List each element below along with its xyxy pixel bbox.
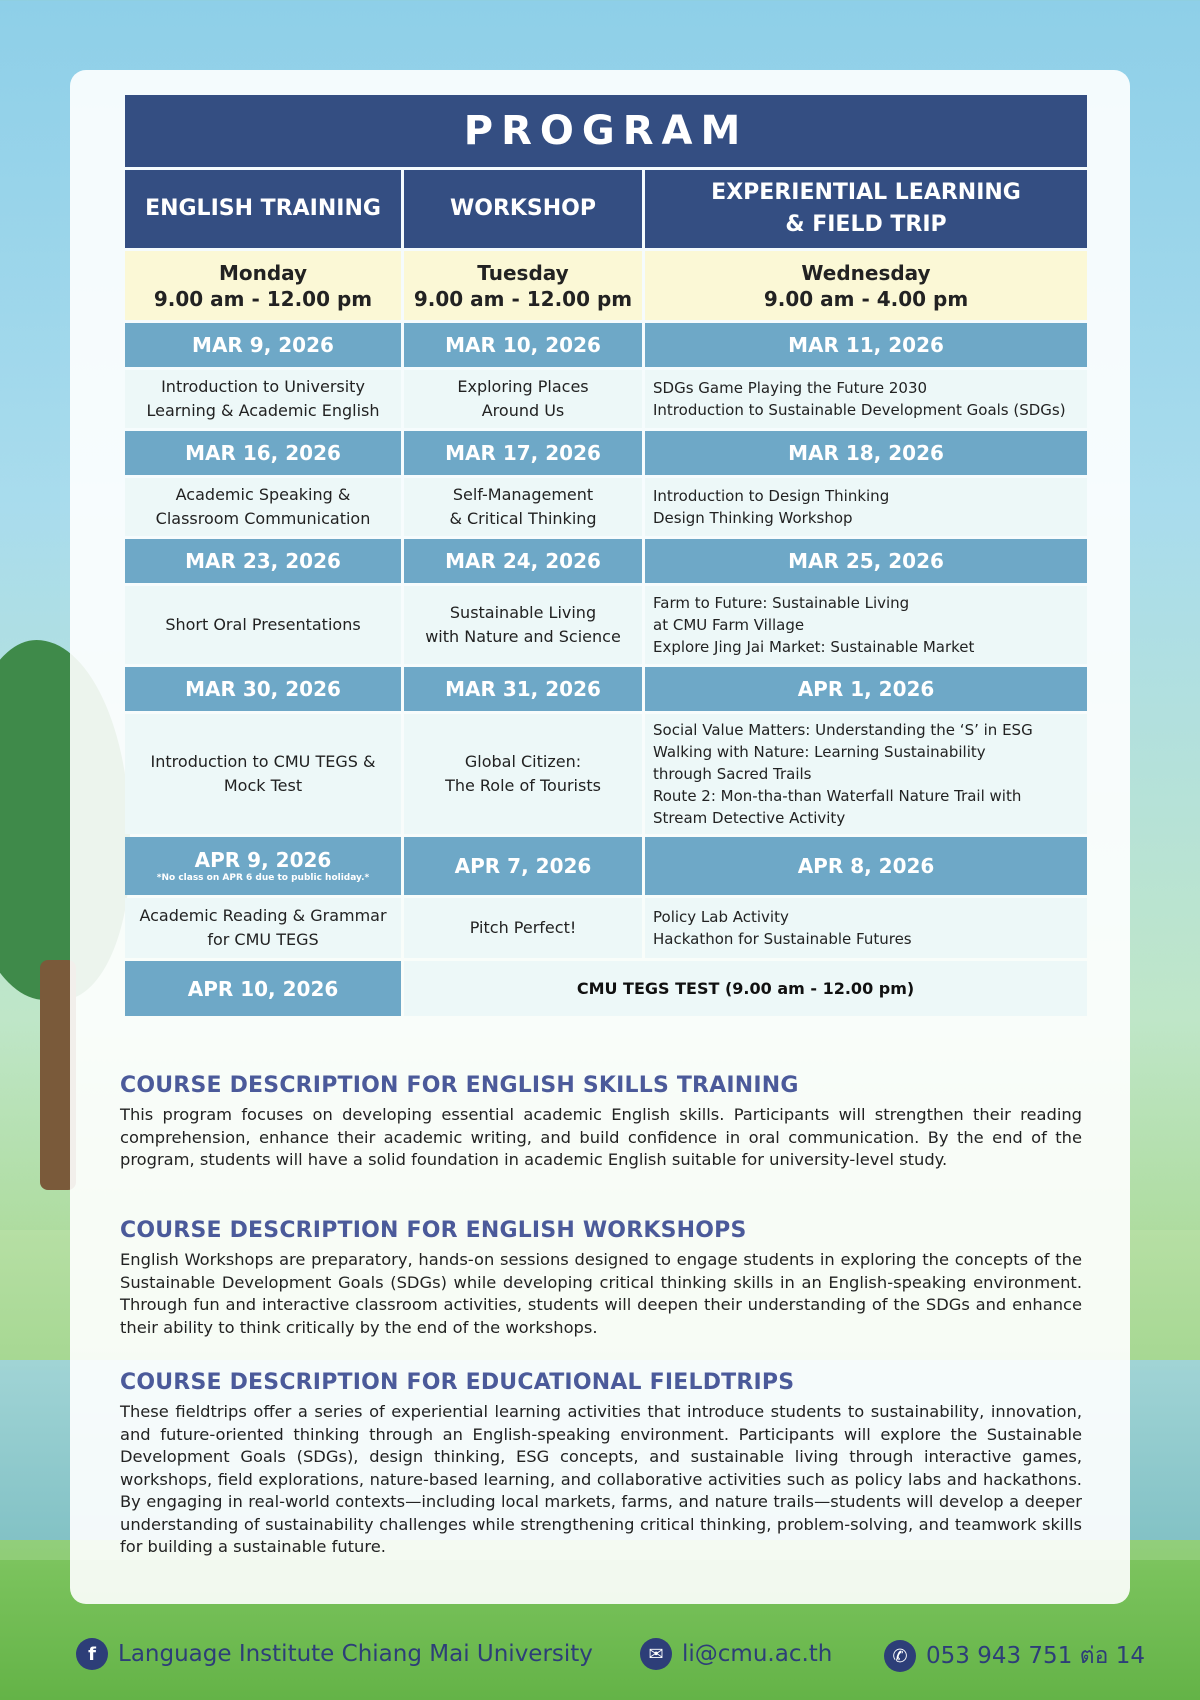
date-text: APR 9, 2026 bbox=[194, 848, 332, 872]
column-english-training: ENGLISH TRAINING bbox=[125, 170, 401, 248]
field-activity: Social Value Matters: Understanding the ‘S’ in ESG Walking with Nature: Learning Sustainability through Sacred Trails Route 2: Mon-tha-than Waterfall Nature Trail with Stream Detective Activity bbox=[645, 714, 1087, 834]
date-cell: MAR 10, 2026 bbox=[404, 323, 642, 367]
workshop-activity: Global Citizen: The Role of Tourists bbox=[404, 714, 642, 834]
footer bbox=[0, 1638, 1200, 1678]
date-cell: APR 7, 2026 bbox=[404, 837, 642, 895]
date-cell: MAR 16, 2026 bbox=[125, 431, 401, 475]
phone-label: 053 943 751 ต่อ 14 bbox=[926, 1643, 1145, 1669]
english-activity: Introduction to CMU TEGS & Mock Test bbox=[125, 714, 401, 834]
day-time: 9.00 am - 12.00 pm bbox=[153, 286, 373, 311]
day-tuesday bbox=[404, 251, 642, 320]
holiday-note: *No class on APR 6 due to public holiday.* bbox=[156, 873, 370, 883]
phone-link[interactable] bbox=[884, 1638, 1145, 1674]
date-cell: MAR 17, 2026 bbox=[404, 431, 642, 475]
english-activity: Academic Reading & Grammar for CMU TEGS bbox=[125, 898, 401, 958]
day-monday bbox=[125, 251, 401, 320]
english-activity: Academic Speaking & Classroom Communication bbox=[125, 478, 401, 536]
date-cell: MAR 23, 2026 bbox=[125, 539, 401, 583]
field-activity: Farm to Future: Sustainable Living at CMU Farm Village Explore Jing Jai Market: Sustainable Market bbox=[645, 586, 1087, 664]
english-activity: Introduction to University Learning & Academic English bbox=[125, 370, 401, 428]
section-heading: COURSE DESCRIPTION FOR EDUCATIONAL FIELDTRIPS bbox=[120, 1370, 795, 1395]
section-heading: COURSE DESCRIPTION FOR ENGLISH SKILLS TRAINING bbox=[120, 1073, 799, 1098]
workshop-activity: Exploring Places Around Us bbox=[404, 370, 642, 428]
program-title: PROGRAM bbox=[125, 95, 1087, 167]
workshops-description bbox=[120, 1218, 1082, 1339]
date-cell-with-note bbox=[125, 837, 401, 895]
email-link[interactable] bbox=[640, 1638, 832, 1670]
email-label: li@cmu.ac.th bbox=[682, 1641, 833, 1667]
section-heading: COURSE DESCRIPTION FOR ENGLISH WORKSHOPS bbox=[120, 1218, 747, 1243]
date-cell: MAR 18, 2026 bbox=[645, 431, 1087, 475]
date-cell: APR 8, 2026 bbox=[645, 837, 1087, 895]
field-activity: SDGs Game Playing the Future 2030 Introduction to Sustainable Development Goals (SDGs) bbox=[645, 370, 1087, 428]
day-name: Wednesday bbox=[801, 260, 931, 285]
field-activity: Introduction to Design Thinking Design Thinking Workshop bbox=[645, 478, 1087, 536]
english-skills-description bbox=[120, 1073, 1082, 1172]
date-cell: MAR 9, 2026 bbox=[125, 323, 401, 367]
facebook-label: Language Institute Chiang Mai University bbox=[118, 1641, 593, 1667]
phone-icon: ✆ bbox=[884, 1640, 916, 1672]
date-cell: MAR 11, 2026 bbox=[645, 323, 1087, 367]
field-activity: Policy Lab Activity Hackathon for Sustainable Futures bbox=[645, 898, 1087, 958]
fieldtrips-description bbox=[120, 1370, 1082, 1559]
facebook-icon: f bbox=[76, 1638, 108, 1670]
date-cell: MAR 24, 2026 bbox=[404, 539, 642, 583]
day-name: Tuesday bbox=[477, 260, 569, 285]
day-wednesday bbox=[645, 251, 1087, 320]
column-workshop: WORKSHOP bbox=[404, 170, 642, 248]
program-table bbox=[122, 92, 1090, 1019]
workshop-activity: Self-Management & Critical Thinking bbox=[404, 478, 642, 536]
day-name: Monday bbox=[218, 260, 308, 285]
date-cell: MAR 31, 2026 bbox=[404, 667, 642, 711]
date-cell: APR 1, 2026 bbox=[645, 667, 1087, 711]
day-time: 9.00 am - 4.00 pm bbox=[763, 286, 969, 311]
final-date: APR 10, 2026 bbox=[125, 961, 401, 1016]
email-icon: ✉ bbox=[640, 1638, 672, 1670]
program-card bbox=[70, 70, 1130, 1604]
section-body: This program focuses on developing essential academic English skills. Participants will strengthen their reading comprehension, enhance their academic writing, and build confidence in oral communication. By the end of the program, students will have a solid foundation in academic English suitable for university-level study. bbox=[120, 1105, 1082, 1169]
date-cell: MAR 25, 2026 bbox=[645, 539, 1087, 583]
section-body: English Workshops are preparatory, hands-on sessions designed to engage students in exploring the concepts of the Sustainable Development Goals (SDGs) while developing critical thinking skills in an English-speaking environment. Through fun and interactive classroom activities, students will deepen their understanding of the SDGs and enhance their ability to think critically by the end of the workshops. bbox=[120, 1250, 1082, 1337]
workshop-activity: Pitch Perfect! bbox=[404, 898, 642, 958]
facebook-link[interactable] bbox=[76, 1638, 593, 1670]
english-activity: Short Oral Presentations bbox=[125, 586, 401, 664]
final-test: CMU TEGS TEST (9.00 am - 12.00 pm) bbox=[404, 961, 1087, 1016]
date-cell: MAR 30, 2026 bbox=[125, 667, 401, 711]
day-time: 9.00 am - 12.00 pm bbox=[413, 286, 633, 311]
workshop-activity: Sustainable Living with Nature and Science bbox=[404, 586, 642, 664]
section-body: These fieldtrips offer a series of experiential learning activities that introduce students to sustainability, innovation, and future-oriented thinking through an English-speaking environment. Participants will explore the Sustainable Development Goals (SDGs), design thinking, ESG concepts, and sustainable living through interactive games, workshops, field explorations, nature-based learning, and collaborative activities such as policy labs and hackathons. By engaging in real-world contexts—including local markets, farms, and nature trails—students will develop a deeper understanding of sustainability challenges while strengthening critical thinking, problem-solving, and teamwork skills for building a sustainable future. bbox=[120, 1402, 1082, 1556]
column-field-trip: EXPERIENTIAL LEARNING & FIELD TRIP bbox=[645, 170, 1087, 248]
